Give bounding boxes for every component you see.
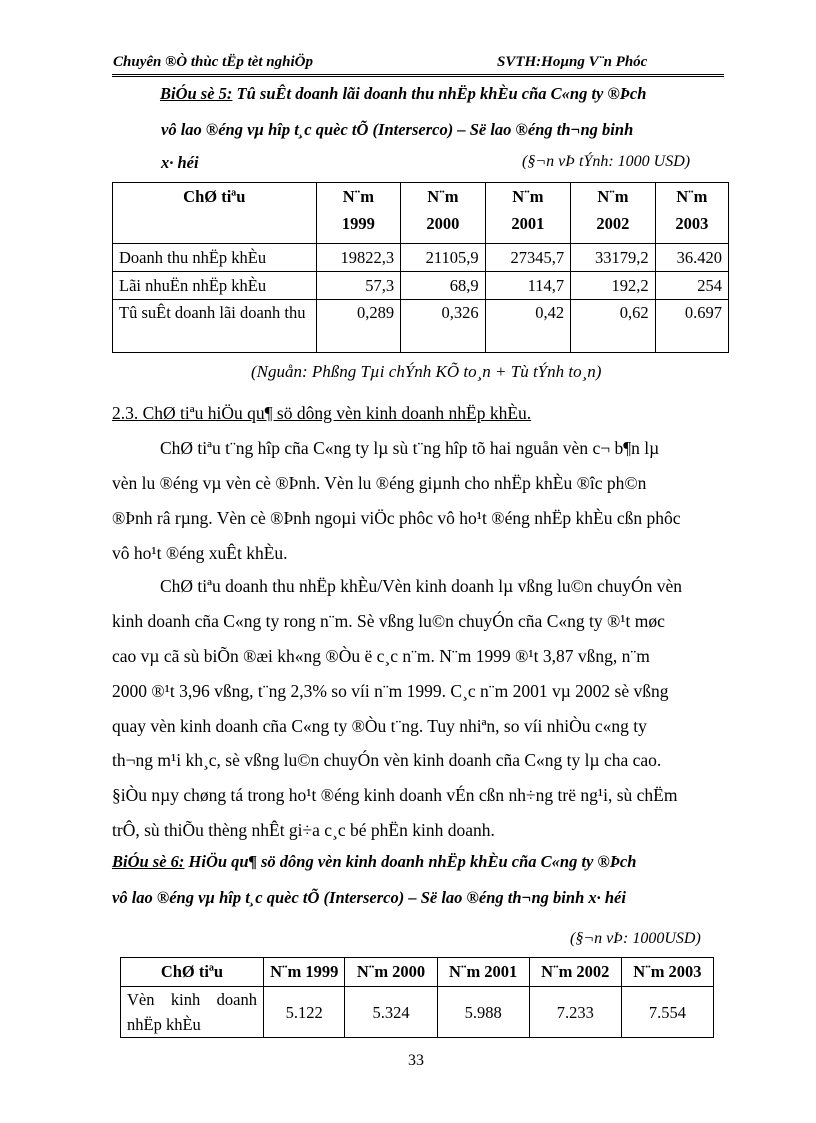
table5 xyxy=(112,182,729,353)
table-cell: 7.233 xyxy=(529,987,621,1038)
table5-source: (Nguån: Phßng Tµi chÝnh KÕ to¸n + Tù tÝnh to¸n) xyxy=(251,362,602,381)
table-row xyxy=(121,987,714,1038)
paragraph-line: quay vèn kinh doanh cña C«ng ty ®Òu t¨ng. Tuy nhiªn, so víi nhiÒu c«ng ty xyxy=(112,716,647,736)
table-cell: 0.697 xyxy=(655,300,728,353)
table5-unit: (§¬n vÞ tÝnh: 1000 USD) xyxy=(522,153,691,170)
table-cell: 57,3 xyxy=(316,272,401,300)
paragraph-line: 2000 ®¹t 3,96 vßng, t¨ng 2,3% so víi n¨m 1999. C¸c n¨m 2001 vµ 2002 sè vßng xyxy=(112,681,669,701)
table-cell: 254 xyxy=(655,272,728,300)
paragraph-line: trÔ, sù thiÕu thèng nhÊt gi÷a c¸c bé phËn kinh doanh. xyxy=(112,820,495,840)
table-cell-label: Tû suÊt doanh lãi doanh thu xyxy=(113,300,317,353)
table-cell: 33179,2 xyxy=(571,244,656,272)
table5-header: N¨m 2002 xyxy=(571,183,656,244)
table-cell: 5.324 xyxy=(345,987,437,1038)
paragraph-line: th¬ng m¹i kh¸c, sè vßng lu©n chuyÓn vèn kinh doanh cña C«ng ty lµ cha cao. xyxy=(112,750,662,770)
table5-caption-line3: x· héi xyxy=(161,153,199,172)
table6-header: N¨m 2002 xyxy=(529,958,621,987)
table-cell: 0,62 xyxy=(571,300,656,353)
paragraph-line: ChØ tiªu t¨ng hîp cña C«ng ty lµ sù t¨ng hîp tõ hai nguån vèn c¬ b¶n lµ xyxy=(160,438,660,458)
header-left: Chuyên ®Ò thùc tËp tèt nghiÖp xyxy=(113,54,313,70)
table6-unit: (§¬n vÞ: 1000USD) xyxy=(570,930,701,947)
table6-header-row xyxy=(121,958,714,987)
paragraph-line: §iÒu nµy chøng tá trong ho¹t ®éng kinh doanh vÉn cßn nh÷ng trë ng¹i, sù chËm xyxy=(112,785,678,805)
table-cell: 5.122 xyxy=(263,987,345,1038)
table6-header: N¨m 2000 xyxy=(345,958,437,987)
page-number: 33 xyxy=(408,1052,424,1069)
table-row xyxy=(113,244,729,272)
table-cell-label: Lãi nhuËn nhËp khÈu xyxy=(113,272,317,300)
table5-header-row xyxy=(113,183,729,244)
table-cell: 68,9 xyxy=(401,272,486,300)
table-cell: 0,289 xyxy=(316,300,401,353)
table5-caption-line2: vô lao ®éng vµ hîp t¸c quèc tÕ (Interserco) – Së lao ®éng th¬ng binh xyxy=(161,120,634,139)
paragraph-line: vèn lu ®éng vµ vèn cè ®Þnh. Vèn lu ®éng giµnh cho nhËp khÈu ®îc ph©n xyxy=(112,473,647,493)
paragraph-line: cao vµ cã sù biÕn ®æi kh«ng ®Òu ë c¸c n¨m. N¨m 1999 ®¹t 3,87 vßng, n¨m xyxy=(112,646,650,666)
table6-caption-line1: BiÓu sè 6: HiÖu qu¶ sö dông vèn kinh doanh nhËp khÈu cña C«ng ty ®Þch xyxy=(112,852,637,871)
table-cell: 5.988 xyxy=(437,987,529,1038)
section-heading: 2.3. ChØ tiªu hiÖu qu¶ sö dông vèn kinh doanh nhËp khÈu. xyxy=(112,403,532,423)
table-cell: 7.554 xyxy=(621,987,713,1038)
table-cell: 192,2 xyxy=(571,272,656,300)
table5-header: N¨m 2003 xyxy=(655,183,728,244)
table6-caption-line2: vô lao ®éng vµ hîp t¸c quèc tÕ (Interserco) – Së lao ®éng th¬ng binh x· héi xyxy=(112,888,626,907)
table-cell: 19822,3 xyxy=(316,244,401,272)
paragraph-line: ChØ tiªu doanh thu nhËp khÈu/Vèn kinh doanh lµ vßng lu©n chuyÓn vèn xyxy=(160,576,683,596)
table6-header: N¨m 1999 xyxy=(263,958,345,987)
header-right: SVTH:Hoµng V¨n Phóc xyxy=(497,54,648,70)
table-cell: 0,42 xyxy=(485,300,571,353)
table5-header: N¨m 2000 xyxy=(401,183,486,244)
table-cell: 27345,7 xyxy=(485,244,571,272)
table-row xyxy=(113,272,729,300)
table5-caption-line1: BiÓu sè 5: Tû suÊt doanh lãi doanh thu nhËp khÈu cña C«ng ty ®Þch xyxy=(160,84,647,103)
table-cell: 36.420 xyxy=(655,244,728,272)
header-rule xyxy=(112,74,724,77)
table-row xyxy=(113,300,729,353)
paragraph-line: vô ho¹t ®éng xuÊt khÈu. xyxy=(112,543,288,563)
table6-header: N¨m 2001 xyxy=(437,958,529,987)
paragraph-line: ®Þnh râ rµng. Vèn cè ®Þnh ngoµi viÖc phôc vô ho¹t ®éng nhËp khÈu cßn phôc xyxy=(112,508,681,528)
paragraph-line: kinh doanh cña C«ng ty rong n¨m. Sè vßng lu©n chuyÓn cña C«ng ty ®¹t møc xyxy=(112,611,665,631)
table-cell: 21105,9 xyxy=(401,244,486,272)
table6-header: N¨m 2003 xyxy=(621,958,713,987)
table5-header: N¨m 1999 xyxy=(316,183,401,244)
table-cell-label: Vèn kinh doanh nhËp khÈu xyxy=(121,987,264,1038)
table6 xyxy=(120,957,714,1038)
table-cell: 0,326 xyxy=(401,300,486,353)
table5-header: N¨m 2001 xyxy=(485,183,571,244)
table5-header: ChØ tiªu xyxy=(113,183,317,244)
table-cell-label: Doanh thu nhËp khÈu xyxy=(113,244,317,272)
table6-header: ChØ tiªu xyxy=(121,958,264,987)
table-cell: 114,7 xyxy=(485,272,571,300)
